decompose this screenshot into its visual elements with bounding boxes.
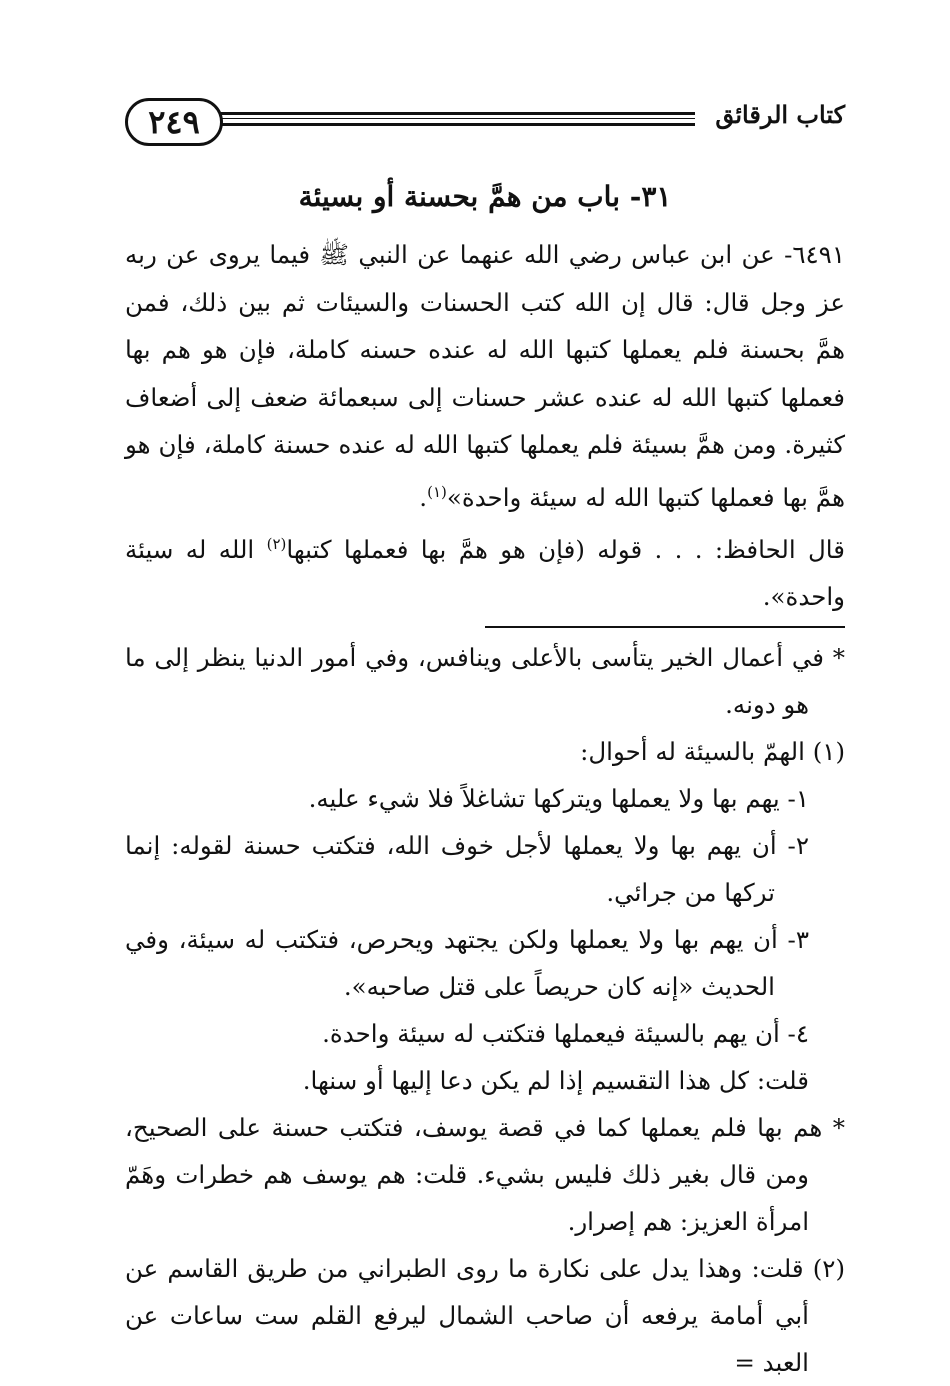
hafiz-text-after: الله له سيئة واحدة». (125, 535, 845, 612)
footnote-1-item: ٢- أن يهم بها ولا يعملها لأجل خوف الله، فتكتب حسنة لقوله: إنما تركها من جرائي. (125, 831, 809, 908)
footnote-ref-1: (١) (427, 482, 447, 501)
page-header (125, 98, 845, 154)
footnote-1-conclusion: قلت: كل هذا التقسيم إذا لم يكن دعا إليها أو سنها. (302, 1066, 809, 1096)
page-content (125, 175, 845, 1386)
footnote-ref-2: (٢) (266, 535, 287, 554)
hadith-end: . (419, 482, 428, 512)
book-title: كتاب الرقائق (715, 100, 845, 129)
header-rule (221, 112, 695, 126)
footnote-divider (485, 626, 845, 628)
footnote-1-item: ٣- أن يهم بها ولا يعملها ولكن يجتهد ويحرص، فتكتب له سيئة، وفي الحديث «إنه كان حريصاً على قتل صاحبه». (125, 925, 809, 1002)
footnote-2: (٢) قلت: وهذا يدل على نكارة ما روى الطبراني من طريق القاسم عن أبي أمامة يرفعه أن صاحب الشمال ليرفع القلم ست ساعات عن العبد = (125, 1254, 845, 1378)
page-number: ٢٤٩ (125, 98, 223, 146)
hadith-text (125, 231, 845, 521)
footnote-1-item: ٤- أن يهم بالسيئة فيعملها فتكتب له سيئة واحدة. (322, 1019, 809, 1049)
hadith-body: ٦٤٩١- عن ابن عباس رضي الله عنهما عن النبي ﷺ فيما يروى عن ربه عز وجل قال: قال إن الله كتب الحسنات والسيئات ثم بين ذلك، فمن همَّ بحسنة فلم يعملها كتبها الله له عنده حسنه كاملة، فإن هو هم بها فعملها كتبها الله له عنده عشر حسنات إلى سبعمائة ضعف إلى أضعاف كثيرة. ومن همَّ بسيئة فلم يعملها كتبها الله له عنده حسنة كاملة، فإن هو همَّ بها فعملها كتبها الله له سيئة واحدة» (125, 240, 845, 512)
hafiz-text-before: قال الحافظ: . . . قوله (فإن هو همَّ بها فعملها كتبها (286, 535, 845, 565)
footnote-1-intro: (١) الهمّ بالسيئة له أحوال: (580, 737, 845, 767)
star-note-2: * هم بها فلم يعملها كما في قصة يوسف، فتكتب حسنة على الصحيح، ومن قال بغير ذلك فليس بشيء. قلت: هم يوسف هم خطرات وهَمّ امرأة العزيز: هم إصرار. (125, 1113, 845, 1237)
chapter-title: ٣١- باب من همَّ بحسنة أو بسيئة (298, 180, 672, 213)
star-note-1: * في أعمال الخير يتأسى بالأعلى وينافس، وفي أمور الدنيا ينظر إلى ما هو دونه. (125, 643, 845, 720)
footnote-1-item: ١- يهم بها ولا يعملها ويتركها تشاغلاً فلا شيء عليه. (308, 784, 809, 814)
hafiz-commentary (125, 521, 845, 620)
